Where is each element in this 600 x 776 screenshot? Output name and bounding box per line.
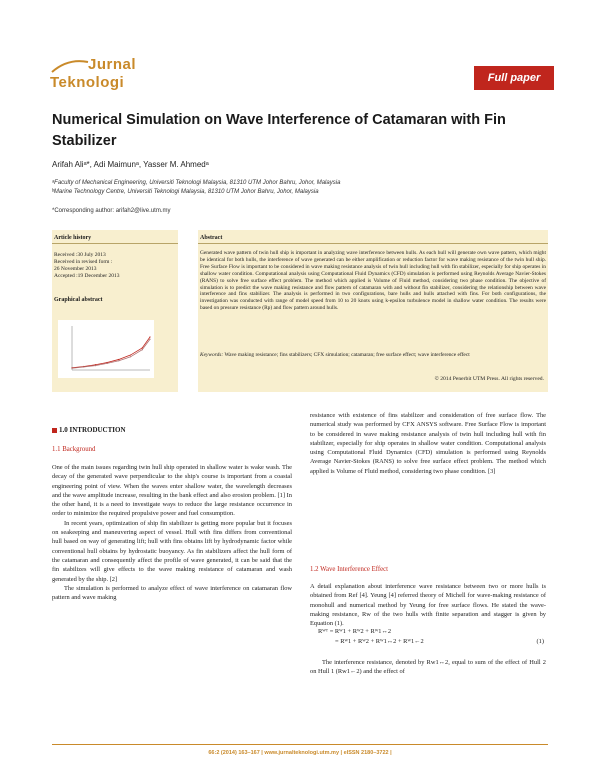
- keywords: [200, 352, 546, 359]
- logo-swoosh-icon: [50, 56, 90, 76]
- history-line: Received :30 July 2013: [54, 252, 106, 258]
- chart-point: [142, 349, 143, 350]
- keywords-label: Keywords:: [200, 352, 224, 358]
- chart-point: [83, 366, 84, 367]
- chart-background: [58, 320, 154, 378]
- chart-point: [130, 354, 131, 355]
- right-column-mid: [310, 582, 546, 628]
- paper-title: Numerical Simulation on Wave Interference of Catamaran with Fin Stabilizer: [52, 112, 506, 149]
- authors: Arifah Aliᵃ*, Adi Maimunᵃ, Yasser M. Ahmedᵃ: [52, 160, 209, 169]
- journal-logo: [50, 56, 160, 100]
- paragraph: In recent years, optimization of ship fin stabilizer is getting more popular but it focuses on seakeeping and maneuvering aspect of vessel. Hull with fins differs from conventional hull based on way of generating lift; hull with fins obtains lift by hydrodynamic factor while conventional hull obtains by hydrostatic buoyancy. As fin stabilizers affect the hull form of the catamaran and consequently affect the profile of wave generated, it can be said that the fin stabilizes will give effects to the wave making resistance of catamaran and wash generated by the ship. [2]: [52, 519, 292, 583]
- history-line: 26 November 2013: [54, 266, 97, 272]
- chart-point: [142, 347, 143, 348]
- logo-line1: Jurnal: [88, 56, 137, 73]
- copyright: © 2014 Penerbit UTM Press. All rights reserved.: [434, 376, 544, 382]
- corresponding-author: *Corresponding author: arifah2@live.utm.my: [52, 208, 171, 214]
- paragraph: A detail explanation about interference wave resistance between two or more hulls is obtained from Ref [4]. Yeung [4] referred theory of Michell for wave-making resistance of monohull and numerical method by Yeung for free surface flows. He stated the wave-making resistance, Rw of the two hulls with finite separation and stagger is given by Equation (1).: [310, 583, 546, 628]
- chart-point: [118, 359, 119, 360]
- abstract-heading: Abstract: [200, 235, 223, 241]
- equation-line1: Rᵂᵀ = Rᵂ1 + Rᵂ2 + Rᵂ1↔2: [318, 628, 392, 635]
- chart-point: [118, 360, 119, 361]
- history-line: Received in revised form :: [54, 259, 113, 265]
- left-column: [52, 463, 292, 602]
- article-history-heading: Article history: [54, 235, 92, 241]
- logo-line2: Teknologi: [50, 74, 125, 91]
- graphical-abstract-chart: [58, 320, 154, 378]
- graphical-abstract-heading: Graphical abstract: [54, 297, 103, 303]
- chart-point: [95, 365, 96, 366]
- chart-point: [149, 336, 150, 337]
- chart-point: [71, 368, 72, 369]
- affiliation-b: ᵇMarine Technology Centre, Universiti Teknologi Malaysia, 81310 UTM Johor Bahru, Johor, Malaysia: [52, 189, 319, 195]
- abstract-text: Generated wave pattern of twin hull ship is important in analyzing wave interference between hulls. As each hull will generate own wave pattern, which might be identical for both hulls, the interference of wave generated can be either amplification or reduction factor for wave making resistance of the twin hull ship. Free Surface Flow is important to be considered in wave making resistance analysis of twin hull including hull with fin stabilizer, especially for ship operates in shallow water condition. Computational analysis using Computational Fluid Dynamics (CFD) simulation is performed using Reynolds Average Navier-Stokes (RANS) to solve free surface effect problem. The method which applied is Volume of Fluid method, considering two phase condition. The objective of simulation is to predict the wave making resistance and flow pattern of catamaran with and without fin stabilizer, considering the relationship between wave interference and fins stabilizer. The analysis is performed in two configurations, bare hulls and hulls attached with fins. For both configurations, the investigation was conducted with range of model speed from 10 to 20 knots using k-epsilon turbulence model in shallow water condition. The results were based on pressure resistance (Rp) and flow pattern around hulls.: [200, 250, 546, 312]
- full-paper-badge: Full paper: [474, 66, 554, 90]
- section-square-icon: [52, 428, 57, 433]
- paragraph: The interference resistance, denoted by Rw1↔2, equal to sum of the effect of Hull 2 on Hull 1 (Rw1←2) and the effect of: [310, 659, 546, 676]
- right-column-bottom: [310, 658, 546, 677]
- right-column-top: [310, 411, 546, 476]
- keywords-list: Wave making resistance; fins stabilizers; CFX simulation; catamaran; free surface effect; wave interference effect: [224, 352, 470, 358]
- chart-point: [107, 363, 108, 364]
- equation-line2: = Rᵂ1 + Rᵂ2 + Rᵂ1↔2 + Rᵂ1←2: [335, 638, 424, 645]
- page-footer: 66:2 (2014) 163–167 | www.jurnalteknologi.utm.my | eISSN 2180–3722 |: [208, 750, 392, 756]
- equation-number: (1): [536, 638, 544, 645]
- history-rule: [52, 243, 178, 244]
- paragraph: One of the main issues regarding twin hull ship operated in shallow water is wake wash. The decay of the generated wave perpendicular to the ship's course is important from a coastal engineering point of view. When the waves enter shallow water, the wavelength decreases and the wave amplitude increase, resulting in the bank effect and also erosion problem. [1] In the other hand, it is a need to investigate ways to reduce the large resistance occurrence in order to minimize the required propulsive power and fuel consumption.: [52, 464, 292, 518]
- abstract-rule: [198, 243, 548, 244]
- subsection-heading-wave-interference: 1.2 Wave Interference Effect: [310, 566, 389, 573]
- paragraph: The simulation is performed to analyze effect of wave interference on catamaran flow pattern and wave making: [52, 584, 292, 602]
- chart-point: [130, 356, 131, 357]
- affiliation-a: ᵃFaculty of Mechanical Engineering, Universiti Teknologi Malaysia, 81310 UTM Johor Bahru, Johor, Malaysia: [52, 180, 341, 186]
- subsection-heading-background: 1.1 Background: [52, 446, 96, 453]
- history-line: Accepted :19 December 2013: [54, 273, 120, 279]
- chart-point: [149, 339, 150, 340]
- section-heading-introduction: 1.0 INTRODUCTION: [52, 426, 126, 434]
- footer-rule: [52, 744, 548, 745]
- paragraph: resistance with existence of fins stabilizer and consideration of free surface flow. The numerical study was performed by CFX ANSYS software. Free Surface Flow is important to be considered in wave making resistance analysis of twin hull including hull with fin stabilizer, especially for ship operates in shallow water condition. Computational analysis using Computational Fluid Dynamics (CFD) simulation is performed using Reynolds Average Navier-Stokes (RANS) to solve free surface effect problem. The method which applied is Volume of Fluid method, considering two phase condition. [3]: [310, 412, 546, 475]
